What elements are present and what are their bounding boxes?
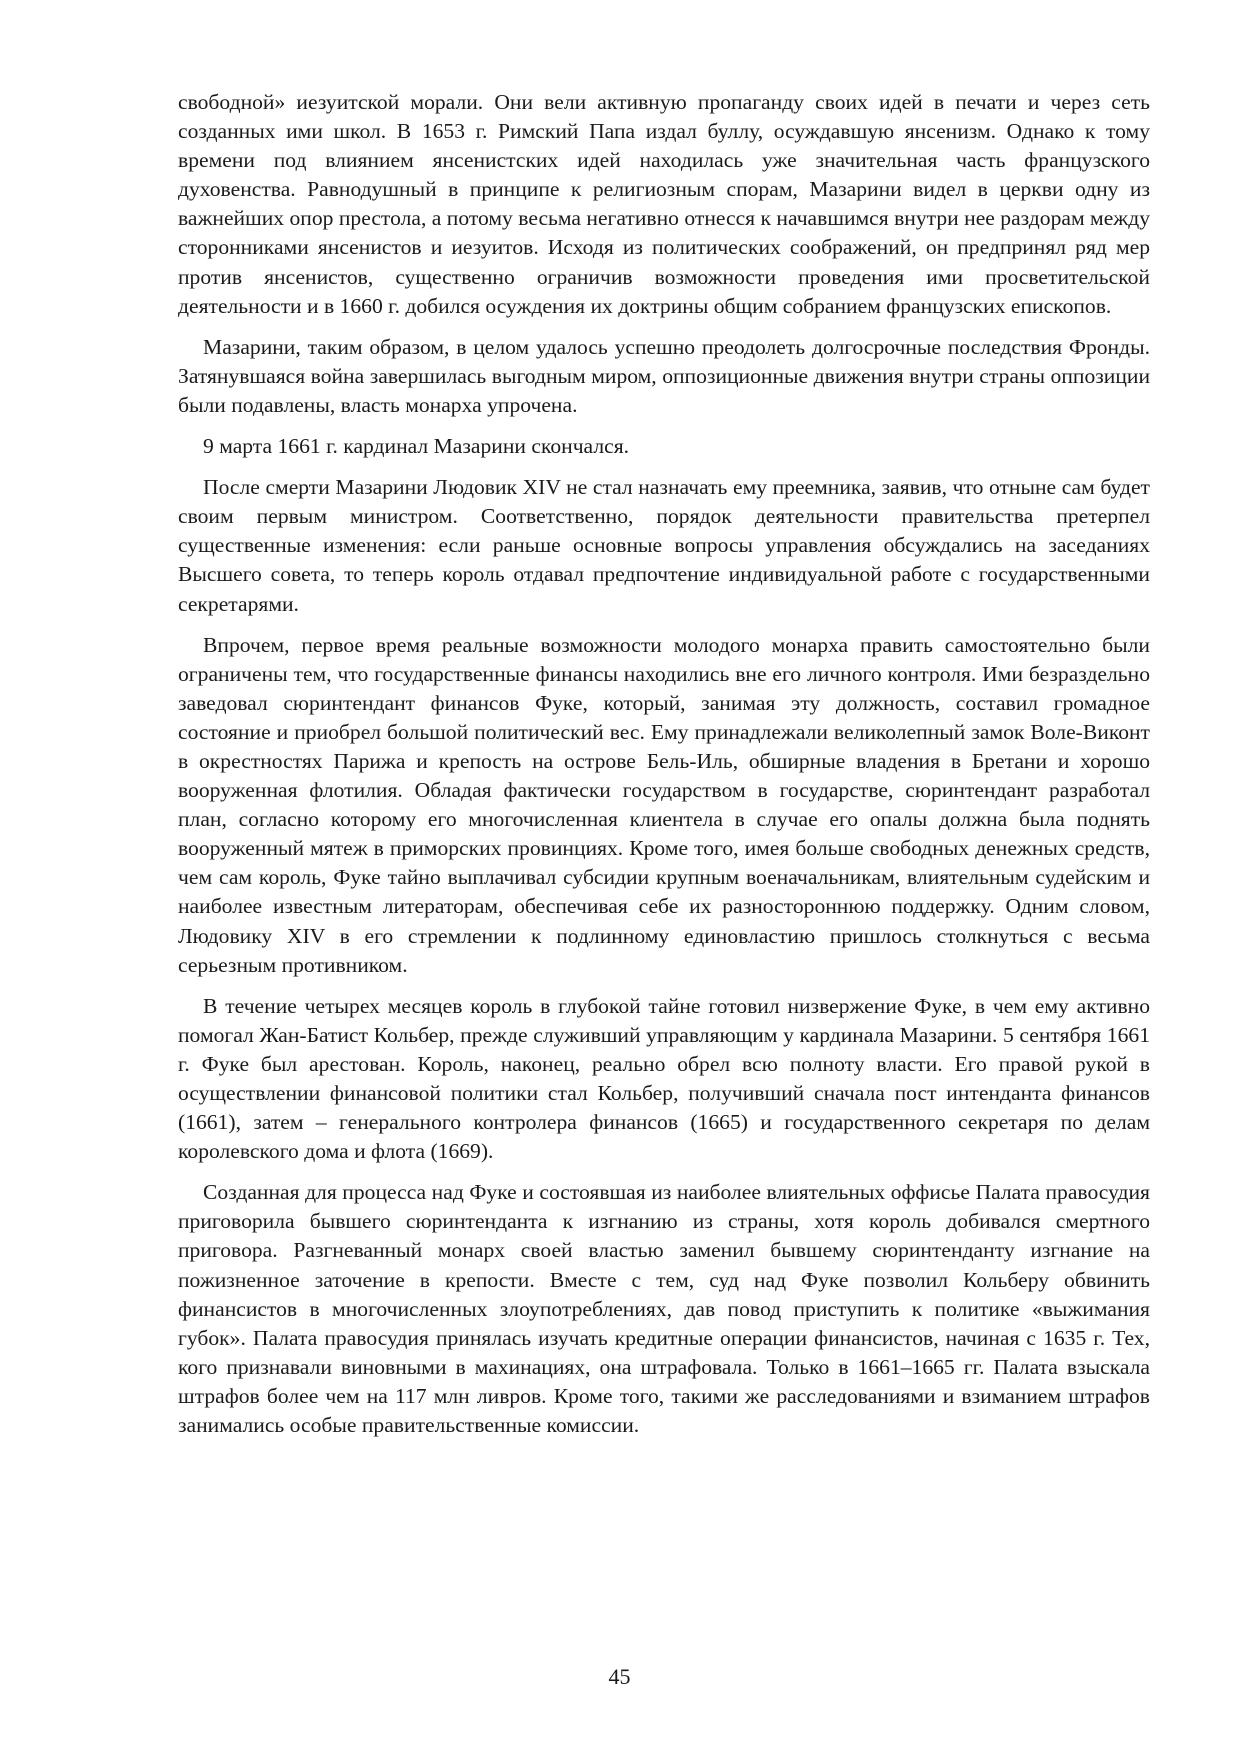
- page-body: [178, 88, 1150, 1452]
- paragraph-fouquet-arrest: В течение четырех месяцев король в глубокой тайне готовил низвержение Фуке, в чем ему активно помогал Жан-Батист Кольбер, прежде служивший управляющим у кардинала Мазарини. 5 сентября 1661 г. Фуке был арестован. Король, наконец, реально обрел всю полноту власти. Его правой рукой в осуществлении финансовой политики стал Кольбер, получивший сначала пост интенданта финансов (1661), затем – генерального контролера финансов (1665) и государственного секретаря по делам королевского дома и флота (1669).: [178, 993, 1150, 1164]
- paragraph-fronde-summary: Мазарини, таким образом, в целом удалось успешно преодолеть долгосрочные последствия Фронды. Затянувшаяся война завершилась выгодным миром, оппозиционные движения внутри страны оппозиции были подавлены, власть монарха упрочена.: [178, 334, 1150, 417]
- page-number: 45: [608, 1664, 631, 1689]
- paragraph-mazarin-death: 9 марта 1661 г. кардинал Мазарини скончался.: [203, 434, 630, 459]
- paragraph-continuation: свободной» иезуитской морали. Они вели активную пропаганду своих идей в печати и через сеть созданных ими школ. В 1653 г. Римский Папа издал буллу, осуждавшую янсенизм. Однако к тому времени под влиянием янсенистских идей находилась уже значительная часть французского духовенства. Равнодушный в принципе к религиозным спорам, Мазарини видел в церкви одну из важнейших опор престола, а потому весьма негативно отнесся к начавшимся внутри нее раздорам между сторонниками янсенистов и иезуитов. Исходя из политических соображений, он предпринял ряд мер против янсенистов, существенно ограничив возможности проведения ими просветительской деятельности и в 1660 г. добился осуждения их доктрины общим собранием французских епископов.: [178, 90, 1150, 318]
- paragraph-louis-first-minister: После смерти Мазарини Людовик XIV не стал назначать ему преемника, заявив, что отныне сам будет своим первым министром. Соответственно, порядок деятельности правительства претерпел существенные изменения: если раньше основные вопросы управления обсуждались на заседаниях Высшего совета, то теперь король отдавал предпочтение индивидуальной работе с государственными секретарями.: [178, 475, 1150, 616]
- paragraph-chamber-of-justice: Созданная для процесса над Фуке и состоявшая из наиболее влиятельных оффисье Палата правосудия приговорила бывшего сюринтенданта к изгнанию из страны, хотя король добивался смертного приговора. Разгневанный монарх своей властью заменил бывшему сюринтенданту изгнание на пожизненное заточение в крепости. Вместе с тем, суд над Фуке позволил Кольберу обвинить финансистов в многочисленных злоупотреблениях, дав повод приступить к политике «выжимания губок». Палата правосудия принялась изучать кредитные операции финансистов, начиная с 1635 г. Тех, кого признавали виновными в махинациях, она штрафовала. Только в 1661–1665 гг. Палата взыскала штрафов более чем на 117 млн ливров. Кроме того, такими же расследованиями и взиманием штрафов занимались особые правительственные комиссии.: [178, 1180, 1150, 1438]
- paragraph-fouquet-power: Впрочем, первое время реальные возможности молодого монарха править самостоятельно были ограничены тем, что государственные финансы находились вне его личного контроля. Ими безраздельно заведовал сюринтендант финансов Фуке, который, занимая эту должность, составил громадное состояние и приобрел большой политический вес. Ему принадлежали великолепный замок Воле-Виконт в окрестностях Парижа и крепость на острове Бель-Иль, обширные владения в Бретани и хорошо вооруженная флотилия. Обладая фактически государством в государстве, сюринтендант разработал план, согласно которому его многочисленная клиентела в случае его опалы должна была поднять вооруженный мятеж в приморских провинциях. Кроме того, имея больше свободных денежных средств, чем сам король, Фуке тайно выплачивал субсидии крупным военачальникам, влиятельным судейским и наиболее известным литераторам, обеспечивая себе их разностороннюю поддержку. Одним словом, Людовику XIV в его стремлении к подлинному единовластию пришлось столкнуться с весьма серьезным противником.: [178, 632, 1150, 977]
